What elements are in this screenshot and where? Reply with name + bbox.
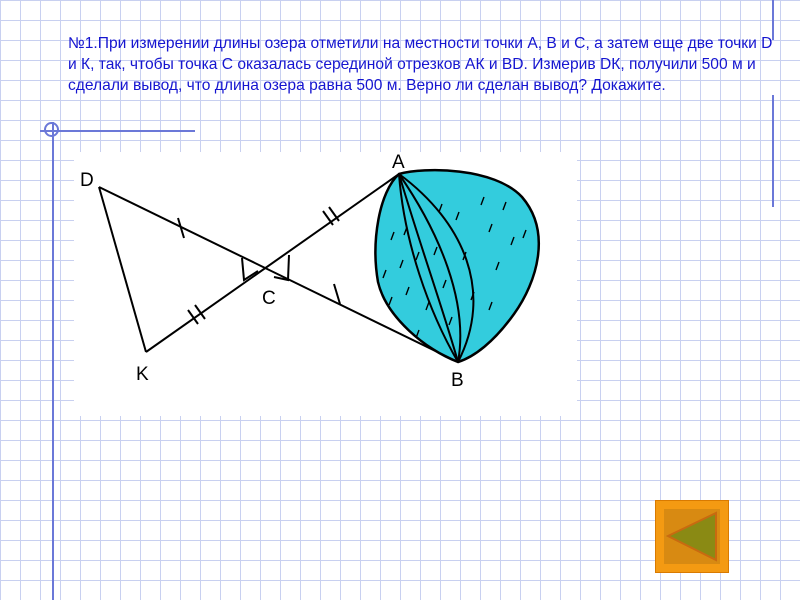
segment-ka	[146, 174, 399, 352]
label-d: D	[80, 170, 94, 191]
label-k: K	[136, 364, 149, 385]
back-arrow-icon	[664, 509, 720, 564]
figure-svg	[74, 152, 577, 416]
back-button[interactable]	[655, 500, 729, 573]
label-c: C	[262, 288, 276, 309]
label-b: B	[451, 370, 464, 391]
right-edge-line-bottom	[772, 95, 774, 207]
notebook-margin-rule	[40, 130, 195, 132]
back-button-inner	[664, 509, 720, 564]
label-a: A	[392, 152, 405, 173]
geometry-figure	[74, 152, 577, 416]
notebook-margin-line	[52, 122, 54, 600]
notebook-margin-circle	[44, 122, 59, 137]
problem-text: №1.При измерении длины озера отметили на местности точки А, В и С, а затем еще две точки D и К, так, чтобы точка С оказалась серединой отрезков АК и ВD. Измерив DК, получили 500 м и сделали вывод, что длина озера равна 500 м. Верно ли сделан вывод? Докажите.	[68, 35, 773, 94]
segment-dk	[99, 187, 146, 352]
